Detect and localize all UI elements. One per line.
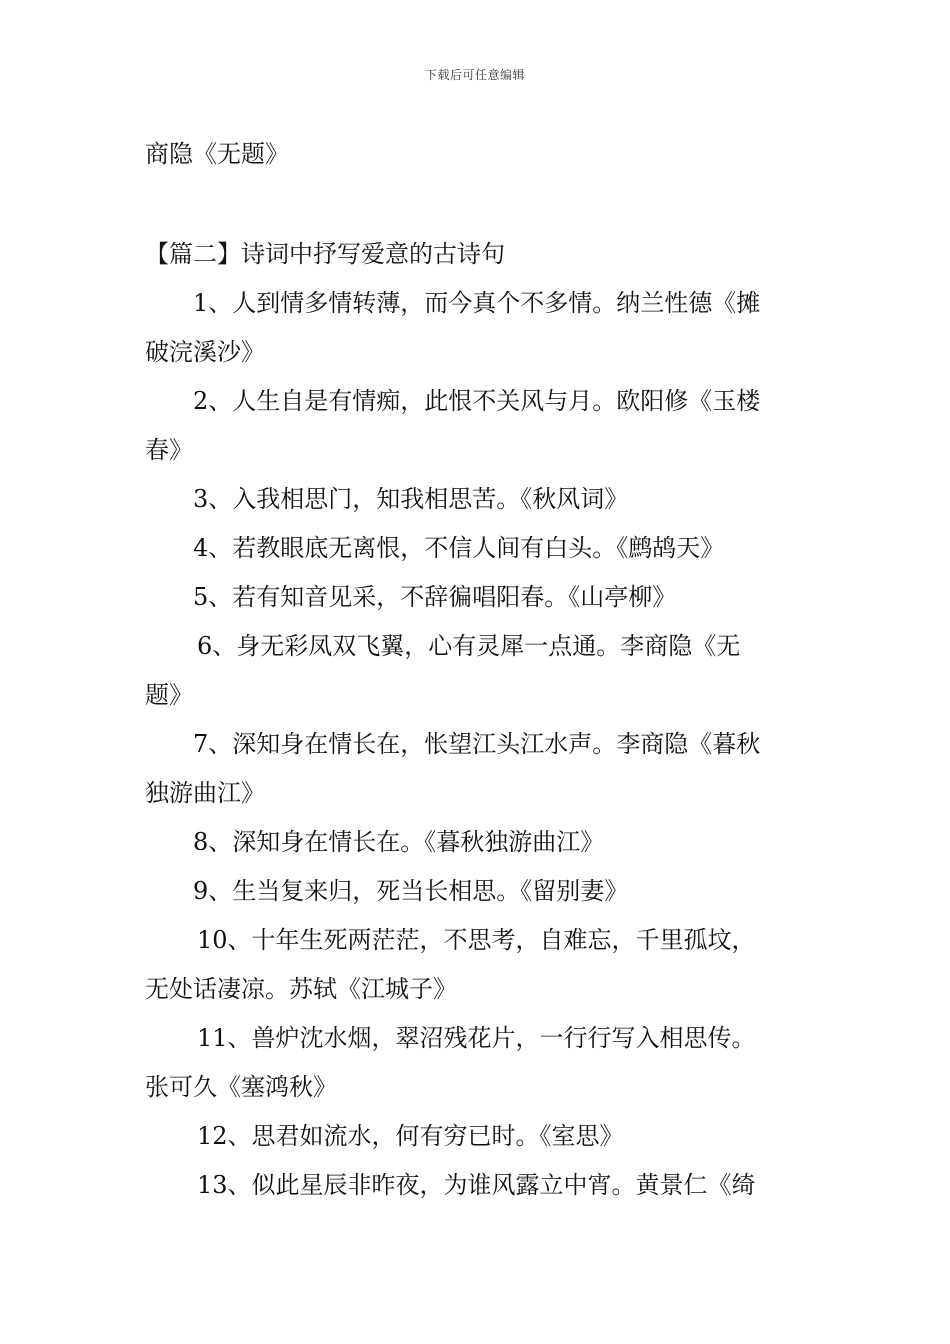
- section-title: 【篇二】诗词中抒写爱意的古诗句: [145, 240, 505, 268]
- poem-line-1-cont: 破浣溪沙》: [145, 338, 265, 366]
- poem-line-3: 3、入我相思门，知我相思苦。《秋风词》: [193, 485, 629, 513]
- poem-line-6: 6、身无彩凤双飞翼，心有灵犀一点通。李商隐《无: [197, 632, 741, 660]
- poem-line-5: 5、若有知音见采，不辞徧唱阳春。《山亭柳》: [193, 583, 677, 611]
- poem-line-9: 9、生当复来归，死当长相思。《留别妻》: [193, 877, 629, 905]
- poem-line-11-cont: 张可久《塞鸿秋》: [145, 1073, 337, 1101]
- page-header: 下载后可任意编辑: [424, 68, 525, 82]
- poem-line-2-cont: 春》: [145, 436, 193, 464]
- poem-line-7-cont: 独游曲江》: [145, 779, 265, 807]
- poem-line-11: 11、兽炉沈水烟，翠沼残花片，一行行写入相思传。: [197, 1024, 756, 1052]
- poem-line-4: 4、若教眼底无离恨，不信人间有白头。《鹧鸪天》: [193, 534, 725, 562]
- poem-line-8: 8、深知身在情长在。《暮秋独游曲江》: [193, 828, 605, 856]
- document-body: [145, 130, 810, 1210]
- paragraph-gap: [145, 179, 810, 230]
- carry-over-line: 商隐《无题》: [145, 140, 289, 168]
- poem-line-12: 12、思君如流水，何有穷已时。《室思》: [197, 1122, 624, 1150]
- poem-line-2: 2、人生自是有情痴，此恨不关风与月。欧阳修《玉楼: [193, 387, 761, 415]
- poem-line-10: 10、十年生死两茫茫，不思考，自难忘，千里孤坟，: [197, 926, 756, 954]
- poem-line-6-cont: 题》: [145, 681, 193, 709]
- poem-line-10-cont: 无处话凄凉。苏轼《江城子》: [145, 975, 457, 1003]
- poem-line-7: 7、深知身在情长在，怅望江头江水声。李商隐《暮秋: [193, 730, 761, 758]
- poem-line-1: 1、人到情多情转薄，而今真个不多情。纳兰性德《摊: [193, 289, 761, 317]
- poem-line-13: 13、似此星辰非昨夜，为谁风露立中宵。黄景仁《绮: [197, 1171, 756, 1199]
